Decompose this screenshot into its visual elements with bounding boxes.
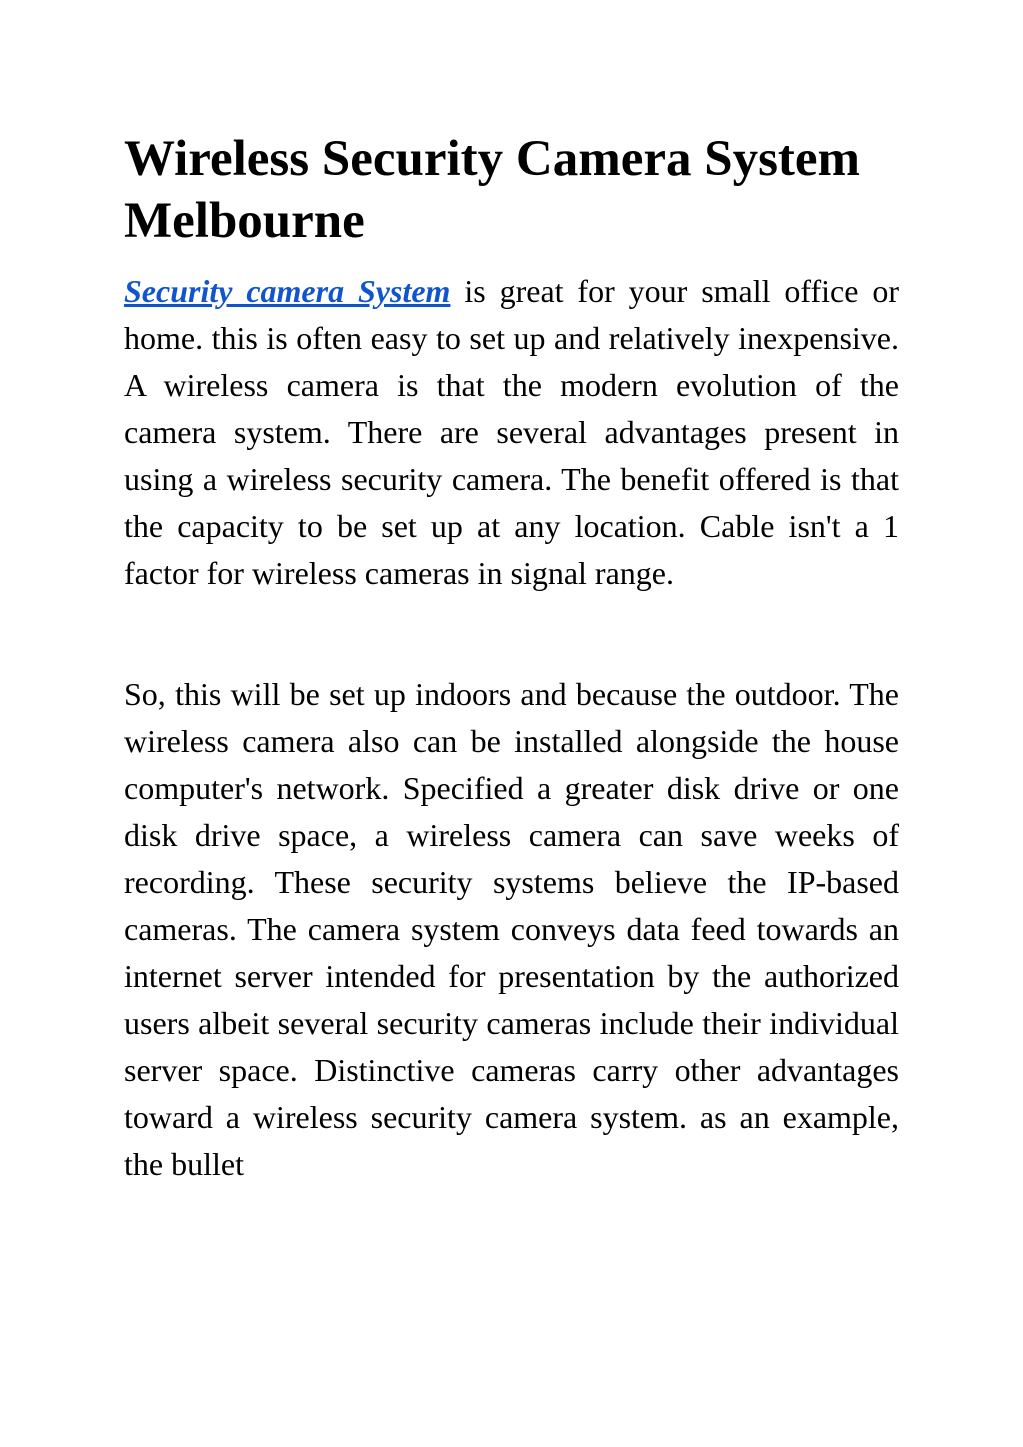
paragraph-intro bbox=[124, 268, 899, 597]
security-camera-system-link[interactable]: Security camera System bbox=[124, 273, 451, 309]
paragraph-intro-text: is great for your small office or home. this is often easy to set up and relatively inexpensive. A wireless camera is that the modern evolution of the camera system. There are several advantages present in using a wireless security camera. The benefit offered is that the capacity to be set up at any location. Cable isn't a 1 factor for wireless cameras in signal range. bbox=[124, 273, 900, 591]
document-title: Wireless Security Camera System Melbourne bbox=[124, 131, 861, 249]
document-page bbox=[124, 128, 899, 1188]
paragraph-details: So, this will be set up indoors and because the outdoor. The wireless camera also can be installed alongside the house computer's network. Specified a greater disk drive or one disk drive space, a wireless camera can save weeks of recording. These security systems believe the IP-based cameras. The camera system conveys data feed towards an internet server intended for presentation by the authorized users albeit several security cameras include their individual server space. Distinctive cameras carry other advantages toward a wireless security camera system. as an example, the bullet bbox=[124, 676, 899, 1182]
